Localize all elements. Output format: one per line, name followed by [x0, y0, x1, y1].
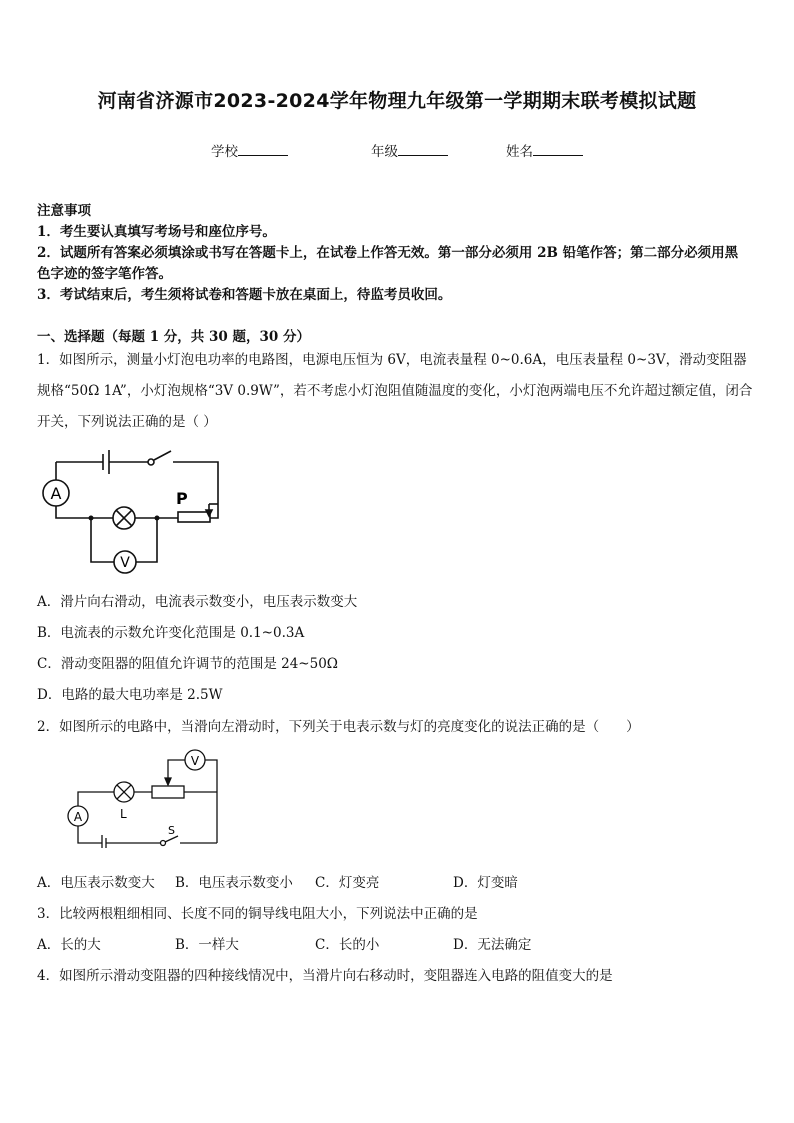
question-4-stem: 4．如图所示滑动变阻器的四种接线情况中，当滑片向右移动时，变阻器连入电路的阻值变大的是 [37, 968, 613, 984]
question-1-stem: 1．如图所示，测量小灯泡电功率的电路图，电源电压恒为 6V，电流表量程 0~0.6A，电压表量程 0~3V，滑动变阻器规格“50Ω 1A”，小灯泡规格“3V 0.9W”，若不考虑小灯泡阻值随温度的变化，小灯泡两端电压不允许超过额定值，闭合开关，下列说法正确的是（ ） [37, 352, 753, 430]
wire [91, 518, 114, 562]
name-label: 姓名 [506, 144, 533, 160]
wire [136, 518, 157, 562]
rheostat-body [152, 786, 184, 798]
lamp-label: L [120, 807, 127, 821]
wire [205, 760, 217, 843]
voltmeter-label: V [190, 754, 200, 768]
name-blank[interactable] [533, 141, 583, 156]
section-heading: 一、选择题（每题 1 分，共 30 题，30 分） [37, 329, 310, 345]
junction-dot [155, 516, 160, 521]
q1-option-b[interactable]: B．电流表的示数允许变化范围是 0.1~0.3A [37, 625, 305, 641]
school-field[interactable] [211, 140, 288, 160]
rheostat-body [178, 512, 210, 522]
q2-option-a[interactable]: A．电压表示数变大 [37, 875, 155, 891]
q3-option-c[interactable]: C．长的小 [315, 937, 380, 953]
q3-option-d[interactable]: D．无法确定 [453, 937, 532, 953]
slider-lead [168, 760, 185, 774]
notice-heading: 注意事项 [37, 203, 91, 219]
q3-option-a[interactable]: A．长的大 [37, 937, 101, 953]
q1-circuit-diagram [38, 446, 228, 578]
q2-option-c[interactable]: C．灯变亮 [315, 875, 380, 891]
voltmeter-label: V [120, 555, 130, 571]
notice-item: 3．考试结束后，考生须将试卷和答题卡放在桌面上，待监考员收回。 [37, 287, 452, 303]
q2-option-d[interactable]: D．灯变暗 [453, 875, 518, 891]
grade-label: 年级 [371, 144, 398, 160]
wire [78, 792, 114, 806]
grade-field[interactable] [371, 140, 448, 160]
slider-arrow[interactable] [206, 510, 212, 516]
junction-dot [89, 516, 94, 521]
grade-blank[interactable] [398, 141, 448, 156]
switch-pivot [161, 841, 166, 846]
notice-item: 色字迹的签字笔作答。 [37, 266, 172, 282]
q1-option-d[interactable]: D．电路的最大电功率是 2.5W [37, 687, 223, 703]
slider-arrow[interactable] [165, 778, 171, 785]
slider-label: P [176, 489, 188, 508]
q1-option-c[interactable]: C．滑动变阻器的阻值允许调节的范围是 24~50Ω [37, 656, 338, 672]
switch-label: S [168, 824, 175, 837]
q3-option-b[interactable]: B．一样大 [175, 937, 239, 953]
school-blank[interactable] [238, 141, 288, 156]
ammeter-label: A [50, 484, 62, 503]
school-label: 学校 [211, 144, 238, 160]
page-title: 河南省济源市2023-2024学年物理九年级第一学期期末联考模拟试题 [97, 90, 697, 112]
wire [56, 506, 113, 518]
wire [78, 826, 102, 843]
q1-option-a[interactable]: A．滑片向右滑动，电流表示数变小，电压表示数变大 [37, 594, 358, 610]
ammeter-label: A [73, 810, 83, 824]
question-2-stem: 2．如图所示的电路中，当滑向左滑动时，下列关于电表示数与灯的亮度变化的说法正确的是（ ） [37, 719, 640, 735]
notice-item: 2．试题所有答案必须填涂或书写在答题卡上，在试卷上作答无效。第一部分必须用 2B 铅笔作答；第二部分必须用黑 [37, 245, 739, 261]
q2-circuit-diagram [62, 748, 227, 848]
switch-pivot [148, 459, 154, 465]
question-3-stem: 3．比较两根粗细相同、长度不同的铜导线电阻大小，下列说法中正确的是 [37, 906, 478, 922]
name-field[interactable] [506, 140, 583, 160]
notice-item: 1．考生要认真填写考场号和座位序号。 [37, 224, 276, 240]
switch-lever[interactable] [154, 451, 171, 460]
q2-option-b[interactable]: B．电压表示数变小 [175, 875, 293, 891]
